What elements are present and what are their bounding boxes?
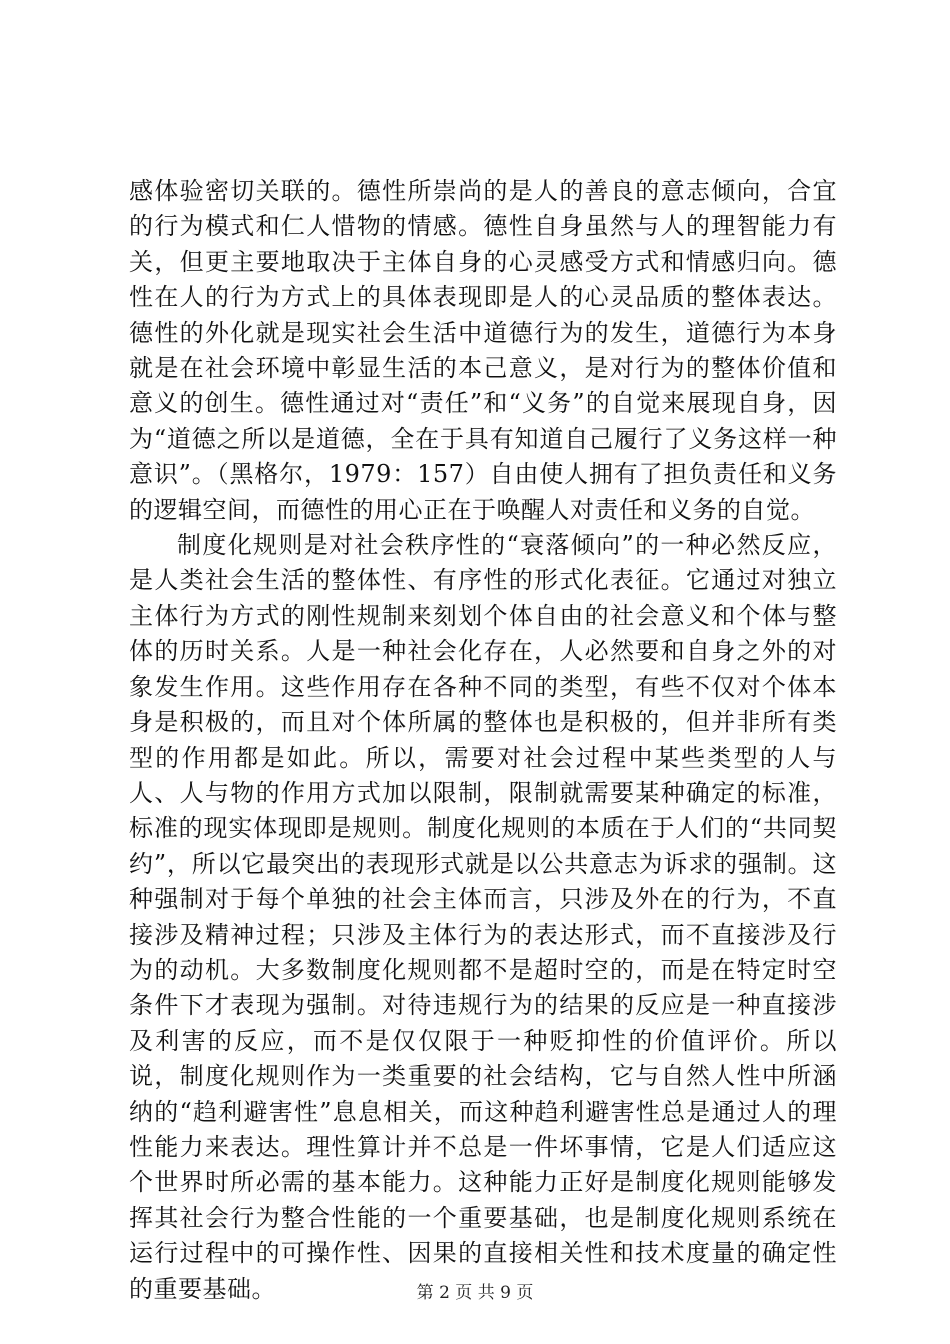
body-text [129, 174, 837, 1307]
paragraph-continued: 感体验密切关联的。德性所崇尚的是人的善良的意志倾向，合宜的行为模式和仁人惜物的情感。德性自身虽然与人的理智能力有关，但更主要地取决于主体自身的心灵感受方式和情感归向。德性在人的行为方式上的具体表现即是人的心灵品质的整体表达。德性的外化就是现实社会生活中道德行为的发生，道德行为本身就是在社会环境中彰显生活的本己意义，是对行为的整体价值和意义的创生。德性通过对“责任”和“义务”的自觉来展现自身，因为“道德之所以是道德，全在于具有知道自己履行了义务这样一种意识”。（黑格尔，1979：157）自由使人拥有了担负责任和义务的逻辑空间，而德性的用心正在于唤醒人对责任和义务的自觉。 [129, 177, 837, 524]
paragraph-institutional-rules: 制度化规则是对社会秩序性的“衰落倾向”的一种必然反应，是人类社会生活的整体性、有序性的形式化表征。它通过对独立主体行为方式的刚性规制来刻划个体自由的社会意义和个体与整体的历时关系。人是一种社会化存在，人必然要和自身之外的对象发生作用。这些作用存在各种不同的类型，有些不仅对个体本身是积极的，而且对个体所属的整体也是积极的，但并非所有类型的作用都是如此。所以，需要对社会过程中某些类型的人与人、人与物的作用方式加以限制，限制就需要某种确定的标准，标准的现实体现即是规则。制度化规则的本质在于人们的“共同契约”，所以它最突出的表现形式就是以公共意志为诉求的强制。这种强制对于每个单独的社会主体而言，只涉及外在的行为，不直接涉及精神过程；只涉及主体行为的表达形式，而不直接涉及行为的动机。大多数制度化规则都不是超时空的，而是在特定时空条件下才表现为强制。对待违规行为的结果的反应是一种直接涉及利害的反应，而不是仅仅限于一种贬抑性的价值评价。所以说，制度化规则作为一类重要的社会结构，它与自然人性中所涵纳的“趋利避害性”息息相关，而这种趋利避害性总是通过人的理性能力来表达。理性算计并不总是一件坏事情，它是人们适应这个世界时所必需的基本能力。这种能力正好是制度化规则能够发挥其社会行为整合性能的一个重要基础，也是制度化规则系统在运行过程中的可操作性、因果的直接相关性和技术度量的确定性的重要基础。 [129, 531, 837, 1303]
page-footer: 第 2 页 共 9 页 [416, 1283, 534, 1303]
